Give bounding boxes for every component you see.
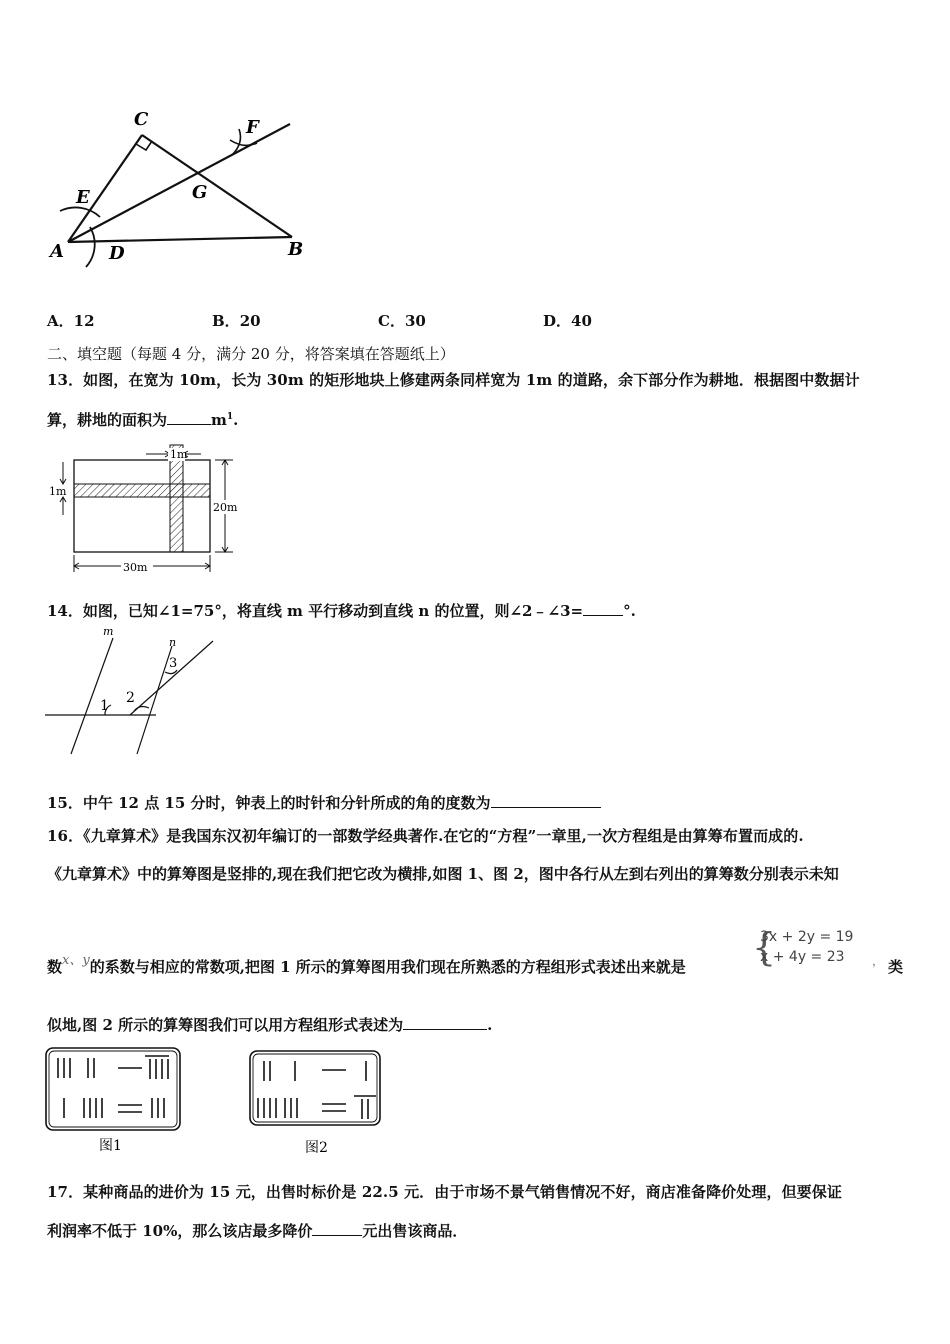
equation-system-1 <box>752 925 872 970</box>
option-d: D．40 <box>543 312 592 330</box>
field-road-figure <box>45 440 255 578</box>
line-m-label: m <box>103 625 114 638</box>
answer-blank[interactable] <box>583 599 623 616</box>
equation-2: x + 4y = 23 <box>760 949 845 965</box>
q16-line1: 16．《九章算术》是我国东汉初年编订的一部数学经典著作.在它的“方程”一章里,一次方程组是由算筹布置而成的. <box>47 827 804 845</box>
q16-line4: 似地,图 2 所示的算筹图我们可以用方程组形式表述为 . <box>47 1013 492 1035</box>
option-c: C．30 <box>378 312 426 330</box>
label-c: C <box>134 109 149 130</box>
label-d: D <box>109 243 125 264</box>
label-f: F <box>246 117 259 138</box>
section-heading: 二、填空题（每题 4 分，满分 20 分，将答案填在答题纸上） <box>47 345 455 363</box>
angle-2-label: 2 <box>126 690 135 706</box>
fig2-caption: 图2 <box>305 1140 328 1156</box>
q13-line1: 13．如图，在宽为 10m，长为 30m 的矩形地块上修建两条同样宽为 1m 的道路，余下部分作为耕地．根据图中数据计 <box>47 371 860 389</box>
label-b: B <box>288 239 304 260</box>
road-width-left-label: 1m <box>49 485 67 498</box>
equation-1: 3x + 2y = 19 <box>760 929 854 945</box>
comma: ， <box>872 954 885 968</box>
label-e: E <box>76 187 90 208</box>
parallel-lines-figure <box>45 624 220 764</box>
length-30m-label: 30m <box>123 561 148 574</box>
label-a: A <box>50 241 64 262</box>
counting-rods-figure-1 <box>44 1046 184 1158</box>
option-a: A．12 <box>47 312 95 330</box>
road-width-top-label: 1m <box>170 448 188 461</box>
answer-blank[interactable] <box>403 1013 487 1030</box>
q17-line1: 17．某种商品的进价为 15 元，出售时标价是 22.5 元．由于市场不景气销售情况不好，商店准备降价处理，但要保证 <box>47 1183 842 1201</box>
answer-blank[interactable] <box>491 791 601 808</box>
counting-rods-figure-2 <box>248 1049 386 1161</box>
q16-line3: 数x、y的系数与相应的常数项,把图 1 所示的算筹图用我们现在所熟悉的方程组形式表述出来就是 <box>47 953 686 976</box>
q16-line3-end: 类 <box>888 958 904 976</box>
variables-xy: x、y <box>62 953 90 968</box>
left-brace-icon: { <box>752 925 777 969</box>
answer-blank[interactable] <box>312 1219 362 1236</box>
q14-text: 14．如图，已知∠1=75°，将直线 m 平行移动到直线 n 的位置，则∠2﹣∠3= °. <box>47 599 636 621</box>
angle-1-label: 1 <box>100 698 109 714</box>
fig1-caption: 图1 <box>99 1138 122 1154</box>
answer-blank[interactable] <box>167 408 211 425</box>
label-g: G <box>192 182 208 203</box>
triangle-figure <box>40 105 310 275</box>
q15-text: 15．中午 12 点 15 分时，钟表上的时针和分针所成的角的度数为 <box>47 791 601 813</box>
angle-3-label: 3 <box>169 656 178 671</box>
q17-line2: 利润率不低于 10%，那么该店最多降价 元出售该商品． <box>47 1219 467 1241</box>
q16-line2: 《九章算术》中的算筹图是竖排的,现在我们把它改为横排,如图 1、图 2，图中各行从左到右列出的算筹数分别表示未知 <box>47 865 839 883</box>
q13-line2: 算，耕地的面积为 $m^1$. <box>47 407 238 430</box>
width-20m-label: 20m <box>213 501 238 514</box>
line-n-label: n <box>169 636 177 649</box>
option-b: B．20 <box>212 312 261 330</box>
